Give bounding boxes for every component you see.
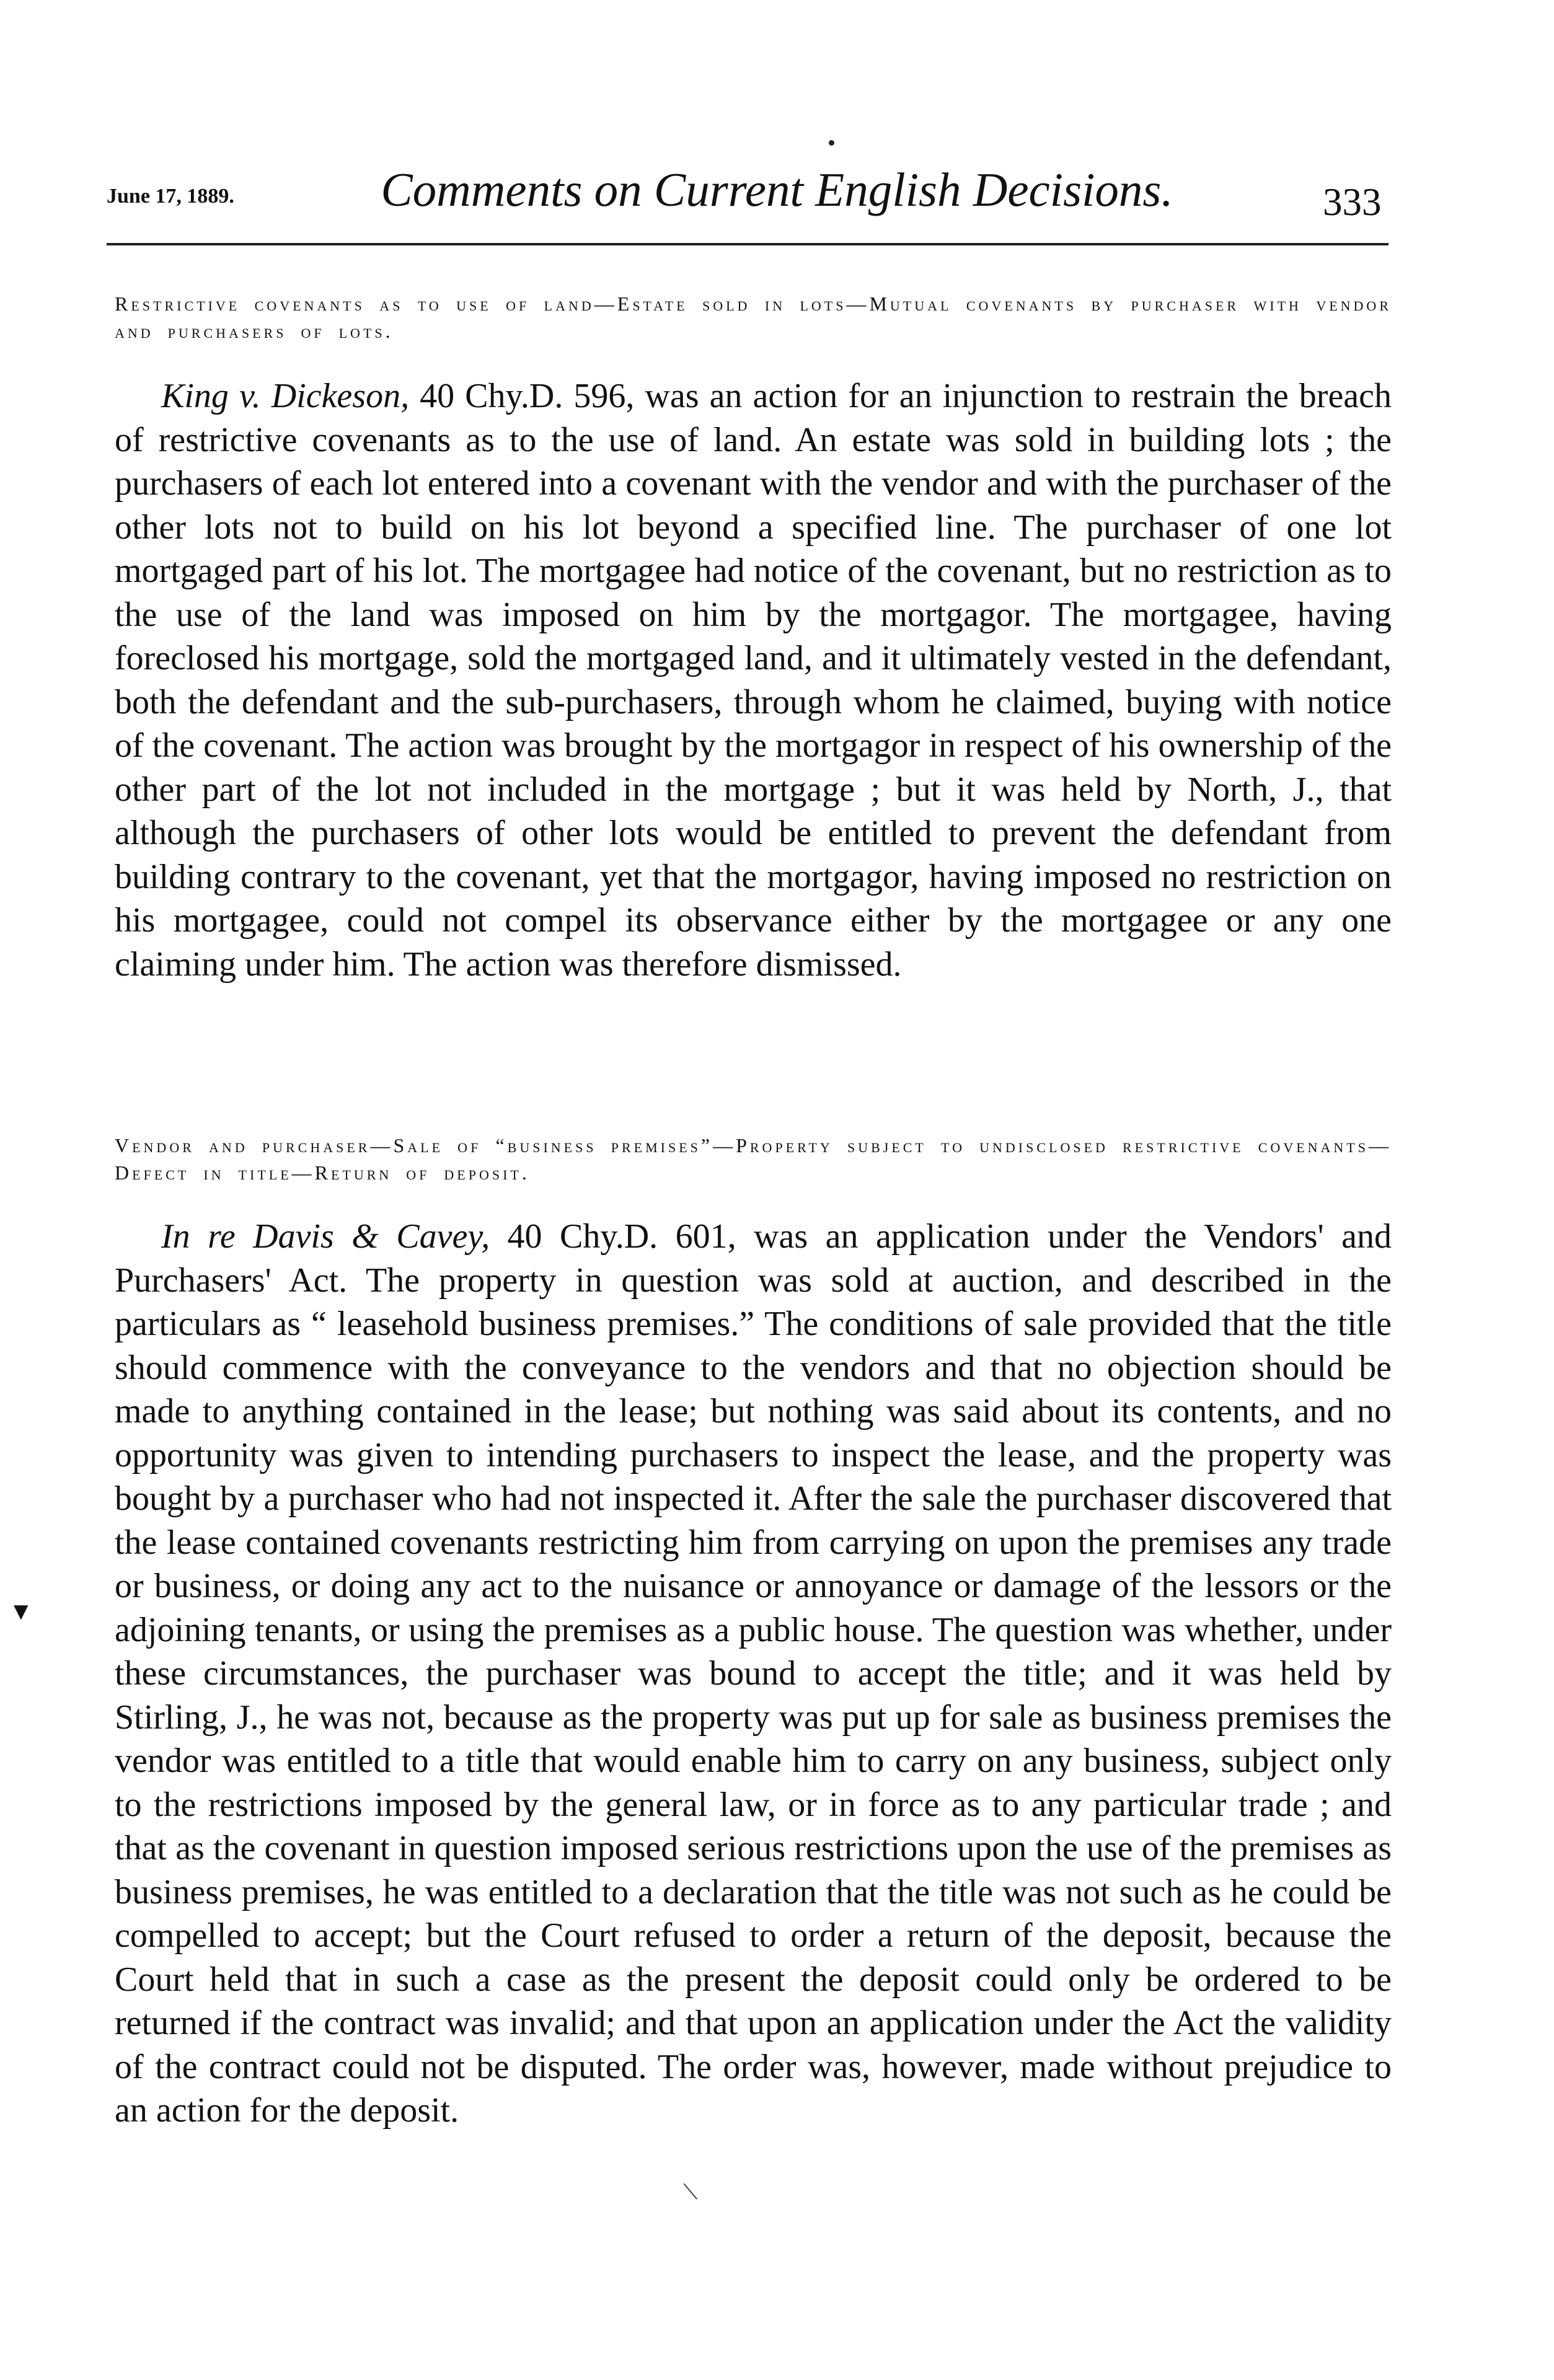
case-name: In re Davis & Cavey, (161, 1217, 490, 1256)
running-head-title: Comments on Current English Decisions. (381, 163, 1173, 216)
section-heading-vendor-and-purchaser: Vendor and purchaser—Sale of “business premises”—Property subject to undisclosed restrictive covenants—Defect in title—Return of deposit. (115, 1134, 1392, 1184)
paragraph-body: 40 Chy.D. 601, was an application under the Vendors' and Purchasers' Act. The property in question was sold at auction, and described in the particulars as “ leasehold business premises.” The conditions of sale provided that the title should commence with the conveyance to the vendors and that no objection should be made to anything contained in the lease; but nothing was said about its contents, and no opportunity was given to intending purchasers to inspect the lease, and the property was bought by a purchaser who had not inspected it. After the sale the purchaser discovered that the lease contained covenants restricting him from carrying on upon the premises any trade or business, or doing any act to the nuisance or annoyance or damage of the lessors or the adjoining tenants, or using the premises as a public house. The question was whether, under these circumstances, the purchaser was bound to accept the title; and it was held by Stirling, J., he was not, because as the property was put up for sale as business premises the vendor was entitled to a title that would enable him to carry on any business, subject only to the restrictions imposed by the general law, or in force as to any particular trade ; and that as the covenant in question imposed serious restrictions upon the use of the premises as business premises, he was entitled to a declaration that the title was not such as he could be compelled to accept; but the Court refused to order a return of the deposit, because the Court held that in such a case as the present the deposit could only be ordered to be returned if the contract was invalid; and that upon an application under the Act the validity of the contract could not be disputed. The order was, however, made without prejudice to an action for the deposit. (115, 1217, 1392, 2130)
section-heading-restrictive-covenants: Restrictive covenants as to use of land—Estate sold in lots—Mutual covenants by purchaser with vendor and purchasers of lots. (115, 293, 1392, 342)
paragraph-king-v-dickeson (115, 374, 1392, 986)
page-number: 333 (1323, 180, 1382, 224)
running-head-date: June 17, 1889. (107, 185, 234, 208)
paragraph-re-davis-cavey (115, 1215, 1392, 2133)
ink-dot (829, 140, 834, 146)
ink-tick-mark: | (679, 2179, 699, 2201)
case-name: King v. Dickeson, (161, 377, 410, 415)
paragraph-body: 40 Chy.D. 596, was an action for an injunction to restrain the breach of restrictive covenants as to the use of land. An estate was sold in building lots ; the purchasers of each lot entered into a covenant with the vendor and with the purchaser of the other lots not to build on his lot beyond a specified line. The purchaser of one lot mortgaged part of his lot. The mortgagee had notice of the covenant, but no restriction as to the use of the land was imposed on him by the mortgagor. The mortgagee, having foreclosed his mortgage, sold the mortgaged land, and it ultimately vested in the defendant, both the defendant and the sub-purchasers, through whom he claimed, buying with notice of the covenant. The action was brought by the mortgagor in respect of his ownership of the other part of the lot not included in the mortgage ; but it was held by North, J., that although the purchasers of other lots would be entitled to prevent the defendant from building contrary to the covenant, yet that the mortgagor, having imposed no restriction on his mortgagee, could not compel its observance either by the mortgagee or any one claiming under him. The action was therefore dismissed. (115, 377, 1392, 984)
margin-arrow-mark: ▼ (9, 1597, 33, 1625)
header-rule (107, 243, 1388, 245)
